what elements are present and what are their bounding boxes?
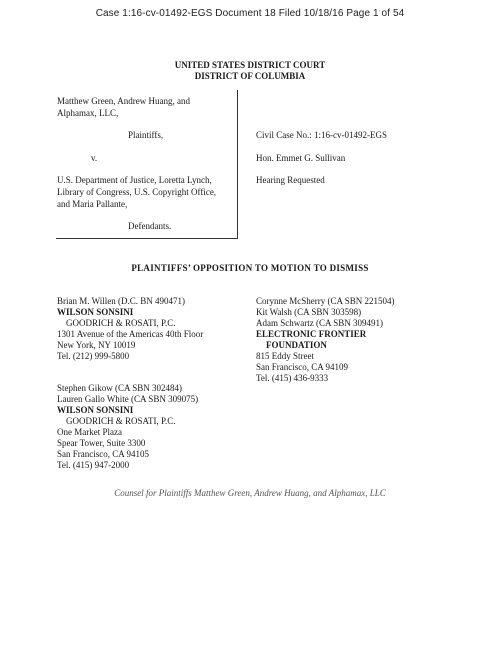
- address-line: Spear Tower, Suite 3300: [57, 438, 146, 448]
- court-district: DISTRICT OF COLUMBIA: [194, 71, 306, 81]
- attorney-name: Corynne McSherry (CA SBN 221504): [256, 296, 395, 306]
- firm-name: WILSON SONSINI: [57, 307, 134, 317]
- organization-name-cont: FOUNDATION: [266, 340, 327, 350]
- plaintiffs-line-1: Matthew Green, Andrew Huang, and: [57, 96, 190, 106]
- attorney-name: Brian M. Willen (D.C. BN 490471): [57, 296, 185, 306]
- address-line: 1301 Avenue of the Americas 40th Floor: [57, 329, 204, 339]
- defendants-line-2: Library of Congress, U.S. Copyright Office,: [57, 187, 217, 197]
- defendants-line-3: and Maria Pallante,: [57, 199, 128, 209]
- attorney-name: Stephen Gikow (CA SBN 302484): [57, 383, 183, 393]
- defendants-line-1: U.S. Department of Justice, Loretta Lynch,: [57, 175, 212, 185]
- organization-name: ELECTRONIC FRONTIER: [256, 329, 367, 339]
- counsel-for-plaintiffs: Counsel for Plaintiffs Matthew Green, Andrew Huang, and Alphamax, LLC: [114, 488, 386, 498]
- firm-name: WILSON SONSINI: [57, 405, 134, 415]
- attorney-name: Adam Schwartz (CA SBN 309491): [256, 318, 383, 328]
- caption-divider-vertical: [237, 90, 238, 238]
- attorney-name: Lauren Gallo White (CA SBN 309075): [57, 394, 199, 404]
- firm-name-cont: GOODRICH & ROSATI, P.C.: [66, 416, 176, 426]
- court-name: UNITED STATES DISTRICT COURT: [174, 60, 326, 70]
- attorney-name: Kit Walsh (CA SBN 303598): [256, 307, 362, 317]
- address-line: 815 Eddy Street: [256, 351, 314, 361]
- firm-name-cont: GOODRICH & ROSATI, P.C.: [66, 318, 176, 328]
- ecf-header-stamp: Case 1:16-cv-01492-EGS Document 18 Filed 10/18/16 Page 1 of 54: [95, 8, 405, 19]
- plaintiffs-line-2: Alphamax, LLC,: [57, 108, 119, 118]
- telephone: Tel. (415) 436-9333: [256, 373, 329, 383]
- document-title: PLAINTIFFS’ OPPOSITION TO MOTION TO DISMISS: [131, 263, 369, 273]
- judge-name: Hon. Emmet G. Sullivan: [256, 153, 346, 163]
- telephone: Tel. (415) 947-2000: [57, 460, 130, 470]
- caption-divider-horizontal: [56, 238, 238, 239]
- hearing-requested: Hearing Requested: [256, 175, 325, 185]
- versus: v.: [91, 153, 98, 163]
- address-line: San Francisco, CA 94105: [57, 449, 149, 459]
- telephone: Tel. (212) 999-5800: [57, 351, 130, 361]
- case-number: Civil Case No.: 1:16-cv-01492-EGS: [256, 130, 387, 140]
- address-line: New York, NY 10019: [57, 340, 136, 350]
- plaintiffs-role: Plaintiffs,: [128, 130, 164, 140]
- address-line: One Market Plaza: [57, 427, 122, 437]
- defendants-role: Defendants.: [128, 221, 172, 231]
- address-line: San Francisco, CA 94109: [256, 362, 348, 372]
